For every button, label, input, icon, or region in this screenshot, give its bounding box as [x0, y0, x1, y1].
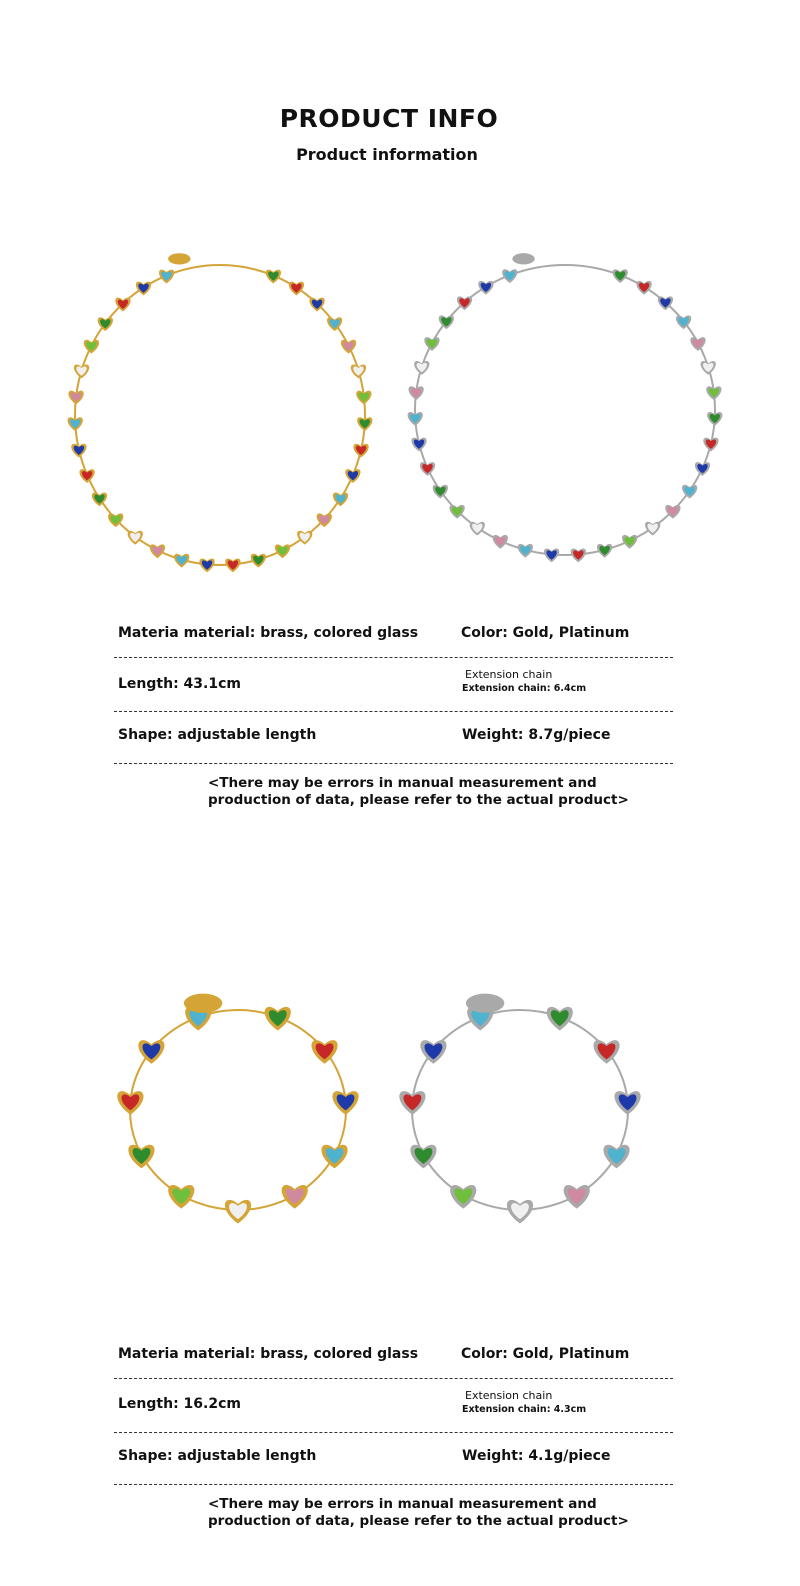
weight-spec: Weight: 4.1g/piece [462, 1448, 611, 1464]
platinum-bracelet [399, 994, 640, 1224]
shape-spec: Shape: adjustable length [118, 727, 317, 743]
platinum-necklace [408, 253, 723, 562]
clasp-tag [168, 253, 190, 264]
length-spec: Length: 16.2cm [118, 1396, 241, 1412]
color-spec: Color: Gold, Platinum [461, 625, 630, 641]
divider [114, 657, 673, 658]
material-spec: Materia material: brass, colored glass [118, 1346, 419, 1362]
extension-chain-label: Extension chain [465, 668, 553, 681]
weight-spec: Weight: 8.7g/piece [462, 727, 611, 743]
divider [114, 763, 673, 764]
gold-necklace-image [55, 205, 390, 580]
divider [114, 711, 673, 712]
gold-necklace [68, 253, 373, 572]
length-spec: Length: 43.1cm [118, 676, 241, 692]
extension-chain-value: Extension chain: 6.4cm [462, 683, 587, 694]
gold-bracelet-image [110, 960, 380, 1250]
chain [412, 1010, 628, 1210]
clasp-tag [466, 994, 504, 1013]
color-spec: Color: Gold, Platinum [461, 1346, 630, 1362]
platinum-bracelet-image [390, 960, 660, 1250]
extension-chain-label: Extension chain [465, 1389, 553, 1402]
material-spec: Materia material: brass, colored glass [118, 625, 419, 641]
platinum-necklace-image [395, 215, 735, 585]
page-subtitle: Product information [296, 145, 478, 164]
clasp-tag [512, 253, 534, 264]
measurement-note: <There may be errors in manual measurement and production of data, please refer to the actual product> [208, 1496, 629, 1529]
divider [114, 1378, 673, 1379]
page-title: PRODUCT INFO [279, 104, 499, 133]
divider [114, 1432, 673, 1433]
clasp-tag [184, 994, 222, 1013]
measurement-note: <There may be errors in manual measurement and production of data, please refer to the actual product> [208, 775, 629, 808]
chain [130, 1010, 346, 1210]
gold-bracelet [117, 994, 358, 1224]
divider [114, 1484, 673, 1485]
extension-chain-value: Extension chain: 4.3cm [462, 1404, 587, 1415]
shape-spec: Shape: adjustable length [118, 1448, 317, 1464]
